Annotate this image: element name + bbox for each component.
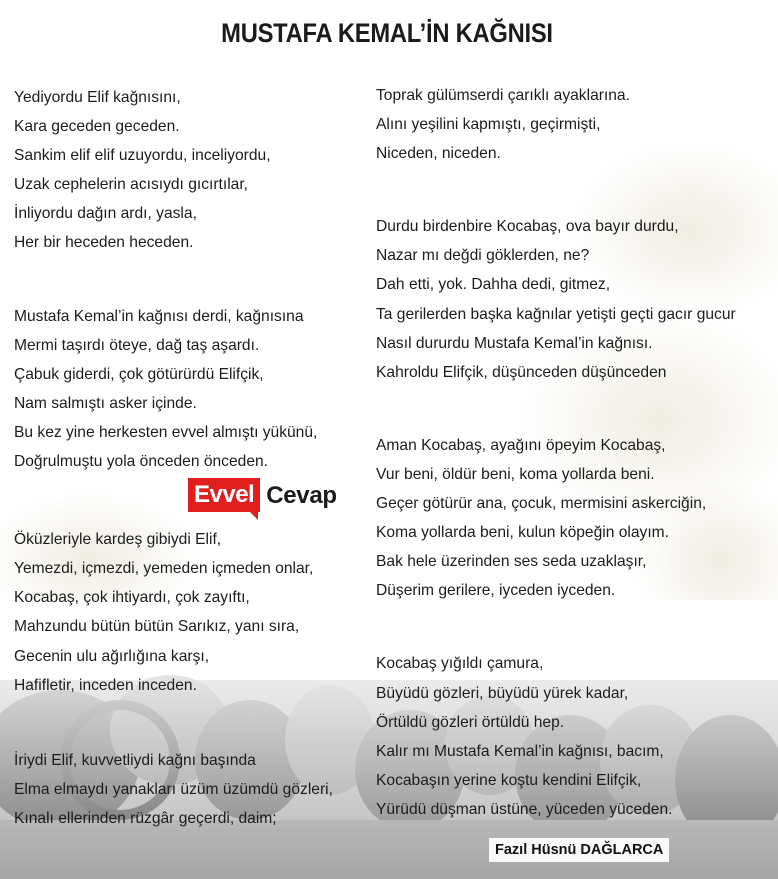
poem-line: İriydi Elif, kuvvetliydi kağnı başında [14, 751, 256, 769]
poem-line: Kocabaş, çok ihtiyardı, çok zayıftı, [14, 589, 250, 607]
poem-line: Yediyordu Elif kağnısını, [14, 89, 181, 106]
poem-line: Kara geceden geceden. [14, 118, 180, 136]
poem-line: Çabuk giderdi, çok götürürdü Elifçik, [14, 365, 264, 383]
poem-line: Koma yollarda beni, kulun köpeğin olayım. [376, 524, 669, 542]
logo-evvel-text: Evvel [188, 478, 260, 512]
poem-line: Gecenin ulu ağırlığına karşı, [14, 647, 210, 665]
poem-line: Bu kez yine herkesten evvel almıştı yükünü, [14, 423, 318, 441]
poem-line: Nam salmıştı asker içinde. [14, 394, 197, 412]
poem-line: Kocabaş yığıldı çamura, [376, 655, 544, 673]
poem-line: Bak hele üzerinden ses seda uzaklaşır, [376, 553, 647, 571]
poem-line: Yürüdü düşman üstüne, yüceden yüceden. [376, 800, 673, 818]
poem-line: Hafifletir, inceden inceden. [14, 676, 197, 694]
evvel-cevap-logo [188, 477, 337, 513]
right-column [376, 81, 771, 824]
poem-line: Kocabaşın yerine koştu kendini Elifçik, [376, 771, 642, 789]
poem-line: Öküzleriyle kardeş gibiydi Elif, [14, 531, 222, 549]
poem-line: Durdu birdenbire Kocabaş, ova bayır durdu, [376, 218, 679, 236]
poem-line: Örtüldü gözleri örtüldü hep. [376, 713, 565, 731]
poem-line: Doğrulmuştu yola önceden önceden. [14, 453, 268, 471]
poem-line: Kınalı ellerinden rüzgâr geçerdi, daim; [14, 809, 277, 827]
poem-line: Alını yeşilini kapmıştı, geçirmişti, [376, 116, 601, 134]
poem-line: Mustafa Kemal’in kağnısı derdi, kağnısına [14, 307, 304, 325]
poem-line: Yemezdi, içmezdi, yemeden içmeden onlar, [14, 560, 314, 578]
stanza [376, 431, 771, 606]
poem-line: Büyüdü gözleri, büyüdü yürek kadar, [376, 684, 629, 702]
poem-line: Mahzundu bütün bütün Sarıkız, yanı sıra, [14, 618, 300, 636]
poem-line: Dah etti, yok. Dahha dedi, gitmez, [376, 276, 611, 294]
poem-line: Ta gerilerden başka kağnılar yetişti geçti gacır gucur [376, 305, 736, 323]
poem-line: Elma elmaydı yanakları üzüm üzümdü gözleri, [14, 780, 333, 798]
stanza [376, 649, 771, 824]
poem-line: Niceden, niceden. [376, 145, 501, 163]
poem-line: Nasıl dururdu Mustafa Kemal’in kağnısı. [376, 334, 653, 352]
poem-line: Her bir heceden heceden. [14, 234, 194, 252]
poem-line: Mermi taşırdı öteye, dağ taş aşardı. [14, 336, 260, 354]
poem-line: Kahroldu Elifçik, düşünceden düşünceden [376, 363, 667, 381]
poem-line: Düşerim gerilere, iyceden iyceden. [376, 582, 616, 600]
stanza [14, 746, 359, 833]
poem-line: İnliyordu dağın ardı, yasla, [14, 205, 197, 223]
poem-line: Geçer götürür ana, çocuk, mermisini askerciğin, [376, 495, 707, 513]
left-column [14, 83, 359, 833]
poem-line: Vur beni, öldür beni, koma yollarda beni. [376, 465, 655, 483]
author-name: Fazıl Hüsnü DAĞLARCA [489, 838, 669, 862]
logo-cevap-text: Cevap [266, 481, 337, 509]
poem-line: Sankim elif elif uzuyordu, inceliyordu, [14, 147, 271, 165]
stanza [376, 81, 771, 168]
stanza [14, 525, 359, 700]
poem-line: Toprak gülümserdi çarıklı ayaklarına. [376, 87, 630, 104]
poem-line: Nazar mı değdi göklerden, ne? [376, 247, 590, 265]
poem-title: MUSTAFA KEMAL’İN KAĞNISI [221, 18, 553, 48]
poem-line: Uzak cephelerin acısıydı gıcırtılar, [14, 176, 249, 194]
poem-line: Kalır mı Mustafa Kemal’in kağnısı, bacım, [376, 742, 664, 760]
poem-line: Aman Kocabaş, ayağını öpeyim Kocabaş, [376, 436, 666, 454]
stanza [14, 302, 359, 477]
stanza [14, 83, 359, 258]
stanza [376, 212, 771, 387]
